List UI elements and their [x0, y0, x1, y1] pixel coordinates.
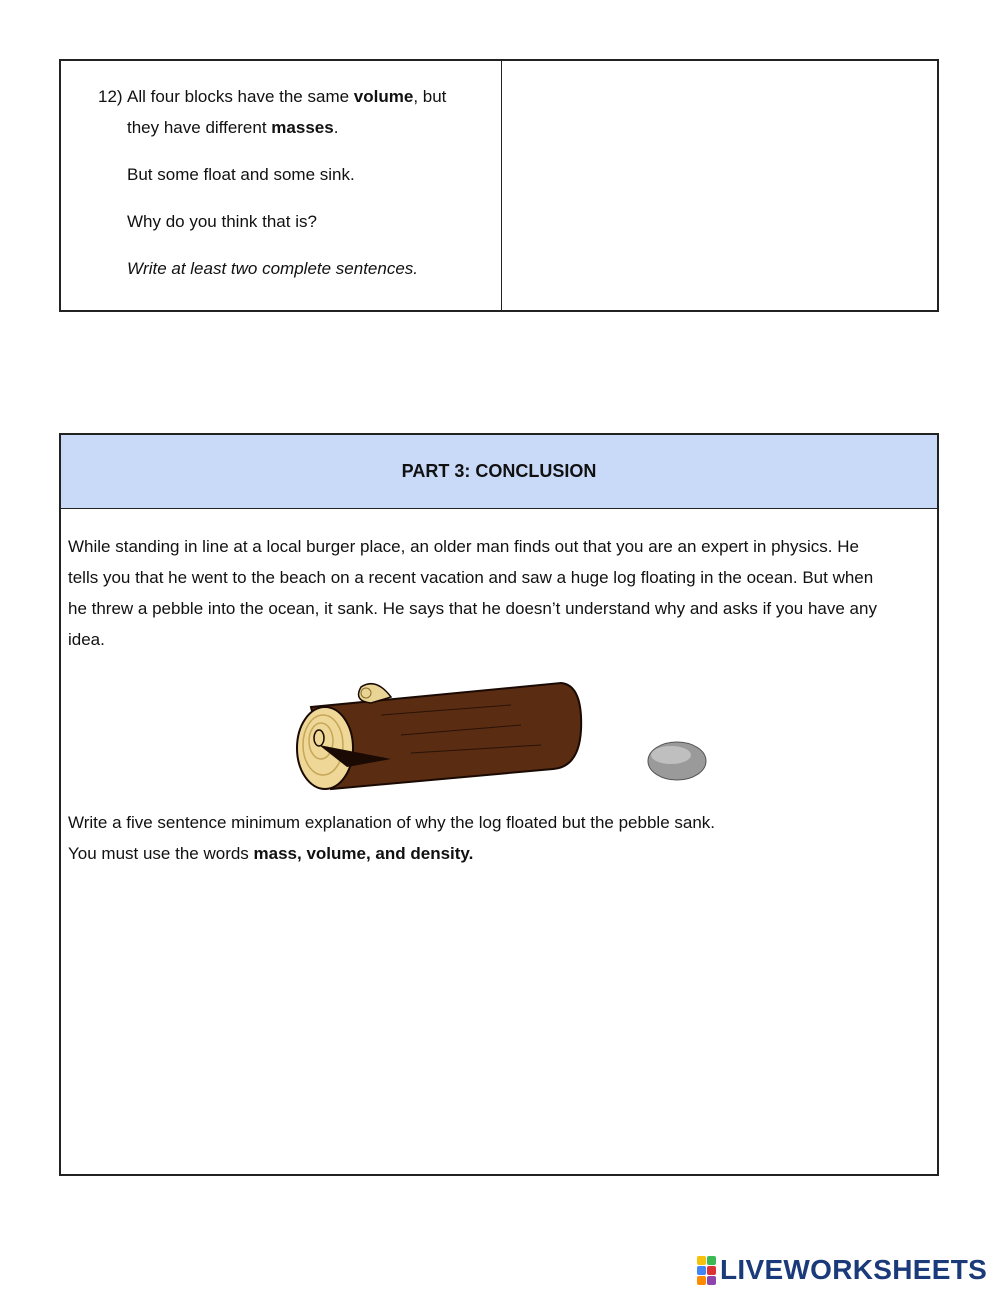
- story-paragraph: While standing in line at a local burger place, an older man finds out that you are an expert in physics. He tells you that he went to the beach on a recent vacation and saw a huge log floating in the ocean. But when he threw a pebble into the ocean, it sank. He says that he doesn’t understand why and asks if you have any idea.: [68, 537, 877, 649]
- part3-header: PART 3: CONCLUSION: [61, 435, 937, 509]
- part3-conclusion-section: [59, 433, 939, 1176]
- question-instruction: Write at least two complete sentences.: [127, 259, 419, 278]
- question-line-3: But some float and some sink.: [127, 165, 355, 184]
- logo-block: [697, 1276, 706, 1285]
- liveworksheets-logo-text: LIVEWORKSHEETS: [720, 1254, 988, 1285]
- writing-prompt: Write a five sentence minimum explanation of why the log floated but the pebble sank. You must use the words mass, volume, and density.: [68, 813, 716, 863]
- log-image: [297, 683, 581, 789]
- question-12-table: [59, 59, 939, 312]
- question-12-prompt-cell: [61, 61, 502, 310]
- pebble-image: [648, 742, 706, 780]
- logo-block: [707, 1266, 716, 1275]
- part3-answer-area[interactable]: [68, 885, 932, 1165]
- logo-block: [707, 1276, 716, 1285]
- liveworksheets-logo: [697, 1254, 987, 1286]
- log-and-pebble-illustration: [291, 675, 711, 795]
- logo-block: [707, 1256, 716, 1265]
- question-line-1: All four blocks have the same volume, but: [127, 87, 447, 106]
- liveworksheets-logo-icon: [697, 1256, 716, 1285]
- question-line-2: they have different masses.: [127, 118, 339, 137]
- question-number: 12): [98, 87, 123, 106]
- logo-block: [697, 1256, 706, 1265]
- question-12-answer-box[interactable]: [502, 61, 937, 310]
- question-line-4: Why do you think that is?: [127, 212, 317, 231]
- logo-block: [697, 1266, 706, 1275]
